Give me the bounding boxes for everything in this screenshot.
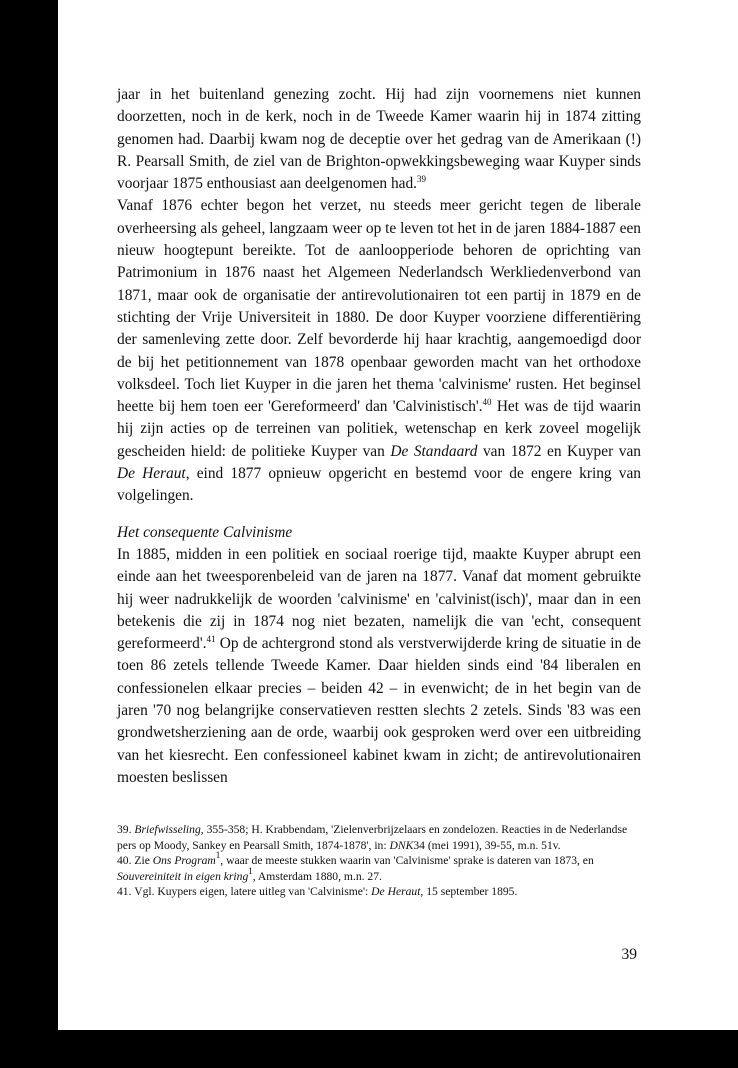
footnote-ref-40[interactable]: 40 [482,397,492,408]
paragraph-2: Vanaf 1876 echter begon het verzet, nu steeds meer gericht tegen de liberale overheersing als geheel, langzaam weer op te leven tot het in de jaren 1884-1887 een nieuw hoogtepunt bereikte. Tot de aanloopperiode behoren de oprichting van Patrimonium in 1876 naast het Algemeen Nederlandsch Werkliedenverbond van 1871, maar ook de organisatie der antirevolutionairen tot een partij in 1879 en de stichting der Vrije Universiteit in 1880. De door Kuyper voorziene differentiëring der samenleving zette door. Zelf bevorderde hij haar krachtig, aangemoedigd door de bij het petitionnement van 1878 openbaar geworden macht van het orthodoxe volksdeel. Toch liet Kuyper in die jaren het thema 'calvinisme' rusten. Het beginsel heette bij hem toen eer 'Gereformeerd' dan 'Calvinistisch'.$^{40}$ Het was de tijd waarin hij zijn acties op de terreinen van politiek, wetenschap en kerk zoveel mogelijk gescheiden hield: de politieke Kuyper van De Standaard van 1872 en Kuyper van De Heraut, eind 1877 opnieuw opgericht en bestemd voor de engere kring van volgelingen. [117,197,641,505]
title-de-heraut: De Heraut [117,465,186,483]
page-body [117,84,641,789]
page-number: 39 [621,946,637,963]
main-text [117,84,641,789]
section-heading: Het consequente Calvinisme [117,523,293,541]
paragraph-3: In 1885, midden in een politiek en sociaal roerige tijd, maakte Kuyper abrupt een einde aan het tweesporenbeleid van de jaren na 1877. Vanaf dat moment gebruikte hij weer nadrukkelijk de woorden 'calvinisme' en 'calvinist(isch)', maar dan in een betekenis die zij in 1874 nog niet bezaten, namelijk die van 'echt, consequent gereformeerd'.$^{41}$ Op de achtergrond stond als verstverwijderde kring de situatie in de toen 86 zetels tellende Tweede Kamer. Daar hielden sinds eind '84 liberalen en confessionelen elkaar precies – beiden 42 – in evenwicht; de in het begin van de jaren '70 nog belangrijke conservatieven restten slechts 2 zetels. Sinds '83 was een grondwetsherziening aan de orde, waarbij ook gesproken werd over een uitbreiding van het kiesrecht. Een confessioneel kabinet kwam in zicht; de antirevolutionairen moesten beslissen [117,545,641,786]
scan-bottom-border [0,1030,738,1068]
footnote-41: 41. Vgl. Kuypers eigen, latere uitleg van 'Calvinisme': De Heraut, 15 september 1895. [117,885,518,898]
footnote-ref-41[interactable]: 41 [206,634,216,645]
footnotes [117,822,641,900]
footnote-ref-39[interactable]: 39 [417,174,427,185]
paragraph-1: jaar in het buitenland genezing zocht. Hij had zijn voornemens niet kunnen doorzetten, noch in de kerk, noch in de Tweede Kamer waarin hij in 1874 zitting genomen had. Daarbij kwam nog de deceptie over het gedrag van de Amerikaan (!) R. Pearsall Smith, de ziel van de Brighton-opwekkingsbeweging waar Kuyper sinds voorjaar 1875 enthousiast aan deelgenomen had.$^{39}$ [117,86,641,193]
scan-left-border [0,0,58,1068]
footnote-40: 40. Zie Ons Program$^1$, waar de meeste stukken waarin van 'Calvinisme' sprake is dateren van 1873, en Souvereiniteit in eigen kring$^1$, Amsterdam 1880, m.n. 27. [117,850,594,883]
footnote-39: 39. Briefwisseling, 355-358; H. Krabbendam, 'Zielenverbrijzelaars en zondelozen. Reacties in de Nederlandse pers op Moody, Sankey en Pearsall Smith, 1874-1878', in: DNK34 (mei 1991), 39-55, m.n. 51v. [117,823,628,852]
title-de-standaard: De Standaard [390,442,478,460]
